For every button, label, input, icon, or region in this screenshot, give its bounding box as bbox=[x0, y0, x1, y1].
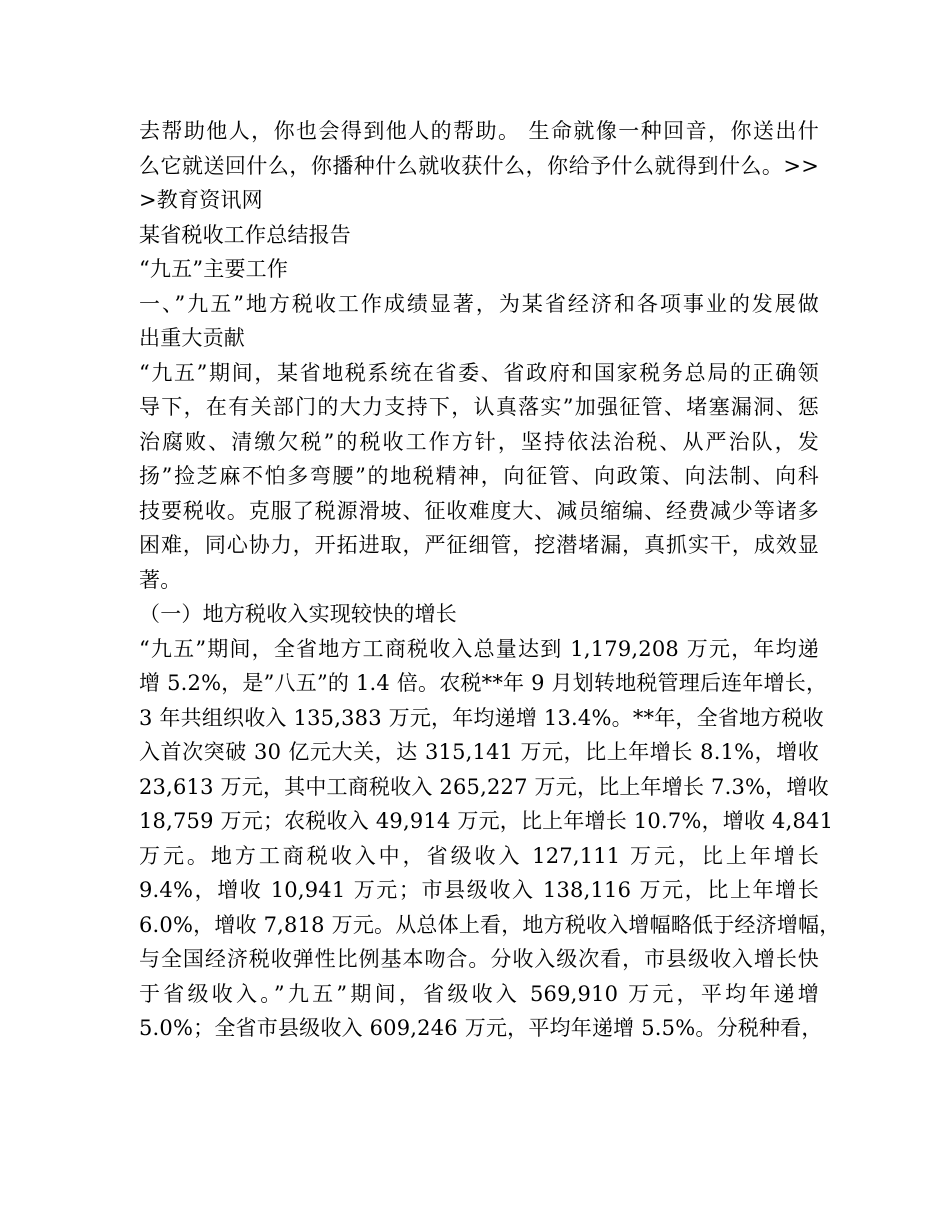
section-heading: “九五”主要工作 bbox=[139, 257, 289, 281]
body-line: 么它就送回什么，你播种什么就收获什么，你给予什么就得到什么。>> bbox=[139, 153, 819, 178]
body-line: 治腐败、清缴欠税”的税收工作方针，坚持依法治税、从严治队，发 bbox=[139, 429, 819, 454]
body-line: 18,759 万元；农税收入 49,914 万元，比上年增长 10.7%，增收 4,841 bbox=[139, 809, 834, 833]
body-line: 入首次突破 30 亿元大关，达 315,141 万元，比上年增长 8.1%，增收 bbox=[139, 740, 819, 764]
body-line: 9.4%，增收 10,941 万元；市县级收入 138,116 万元，比上年增长 bbox=[139, 878, 819, 902]
document-body bbox=[139, 114, 841, 1046]
body-line: 技要税收。克服了税源滑坡、征收难度大、减员缩编、经费减少等诸多 bbox=[139, 498, 819, 523]
report-title: 某省税收工作总结报告 bbox=[139, 222, 351, 247]
body-line: “九五”期间，某省地税系统在省委、省政府和国家税务总局的正确领 bbox=[139, 360, 819, 385]
subsection-heading: （一）地方税收入实现较快的增长 bbox=[139, 602, 457, 626]
body-line: 去帮助他人，你也会得到他人的帮助。 生命就像一种回音，你送出什 bbox=[139, 119, 819, 143]
body-line: 导下，在有关部门的大力支持下，认真落实”加强征管、堵塞漏洞、惩 bbox=[139, 395, 819, 419]
body-line: 增 5.2%，是”八五”的 1.4 倍。农税**年 9 月划转地税管理后连年增长， bbox=[139, 671, 828, 695]
body-line: 5.0%；全省市县级收入 609,246 万元，平均年递增 5.5%。分税种看， bbox=[139, 1016, 823, 1040]
body-line: >教育资讯网 bbox=[139, 188, 263, 212]
body-line: 于省级收入。”九五”期间，省级收入 569,910 万元，平均年递增 bbox=[139, 981, 819, 1006]
subsection-heading-cont: 出重大贡献 bbox=[139, 326, 245, 350]
body-line: “九五”期间，全省地方工商税收入总量达到 1,179,208 万元，年均递 bbox=[139, 636, 819, 661]
body-line: 3 年共组织收入 135,383 万元，年均递增 13.4%。**年，全省地方税收 bbox=[139, 705, 824, 730]
body-line: 与全国经济税收弹性比例基本吻合。分收入级次看，市县级收入增长快 bbox=[139, 947, 819, 971]
body-line: 6.0%，增收 7,818 万元。从总体上看，地方税收入增幅略低于经济增幅， bbox=[139, 912, 841, 937]
body-line: 困难，同心协力，开拓进取，严征细管，挖潜堵漏，真抓实干，成效显 bbox=[139, 533, 819, 557]
body-line: 扬”捡芝麻不怕多弯腰”的地税精神，向征管、向政策、向法制、向科 bbox=[139, 464, 819, 488]
body-line: 著。 bbox=[139, 567, 182, 592]
body-line: 万元。地方工商税收入中，省级收入 127,111 万元，比上年增长 bbox=[139, 843, 819, 868]
subsection-heading: 一、”九五”地方税收工作成绩显著，为某省经济和各项事业的发展做 bbox=[139, 291, 819, 316]
body-line: 23,613 万元，其中工商税收入 265,227 万元，比上年增长 7.3%，增收 bbox=[139, 774, 829, 799]
